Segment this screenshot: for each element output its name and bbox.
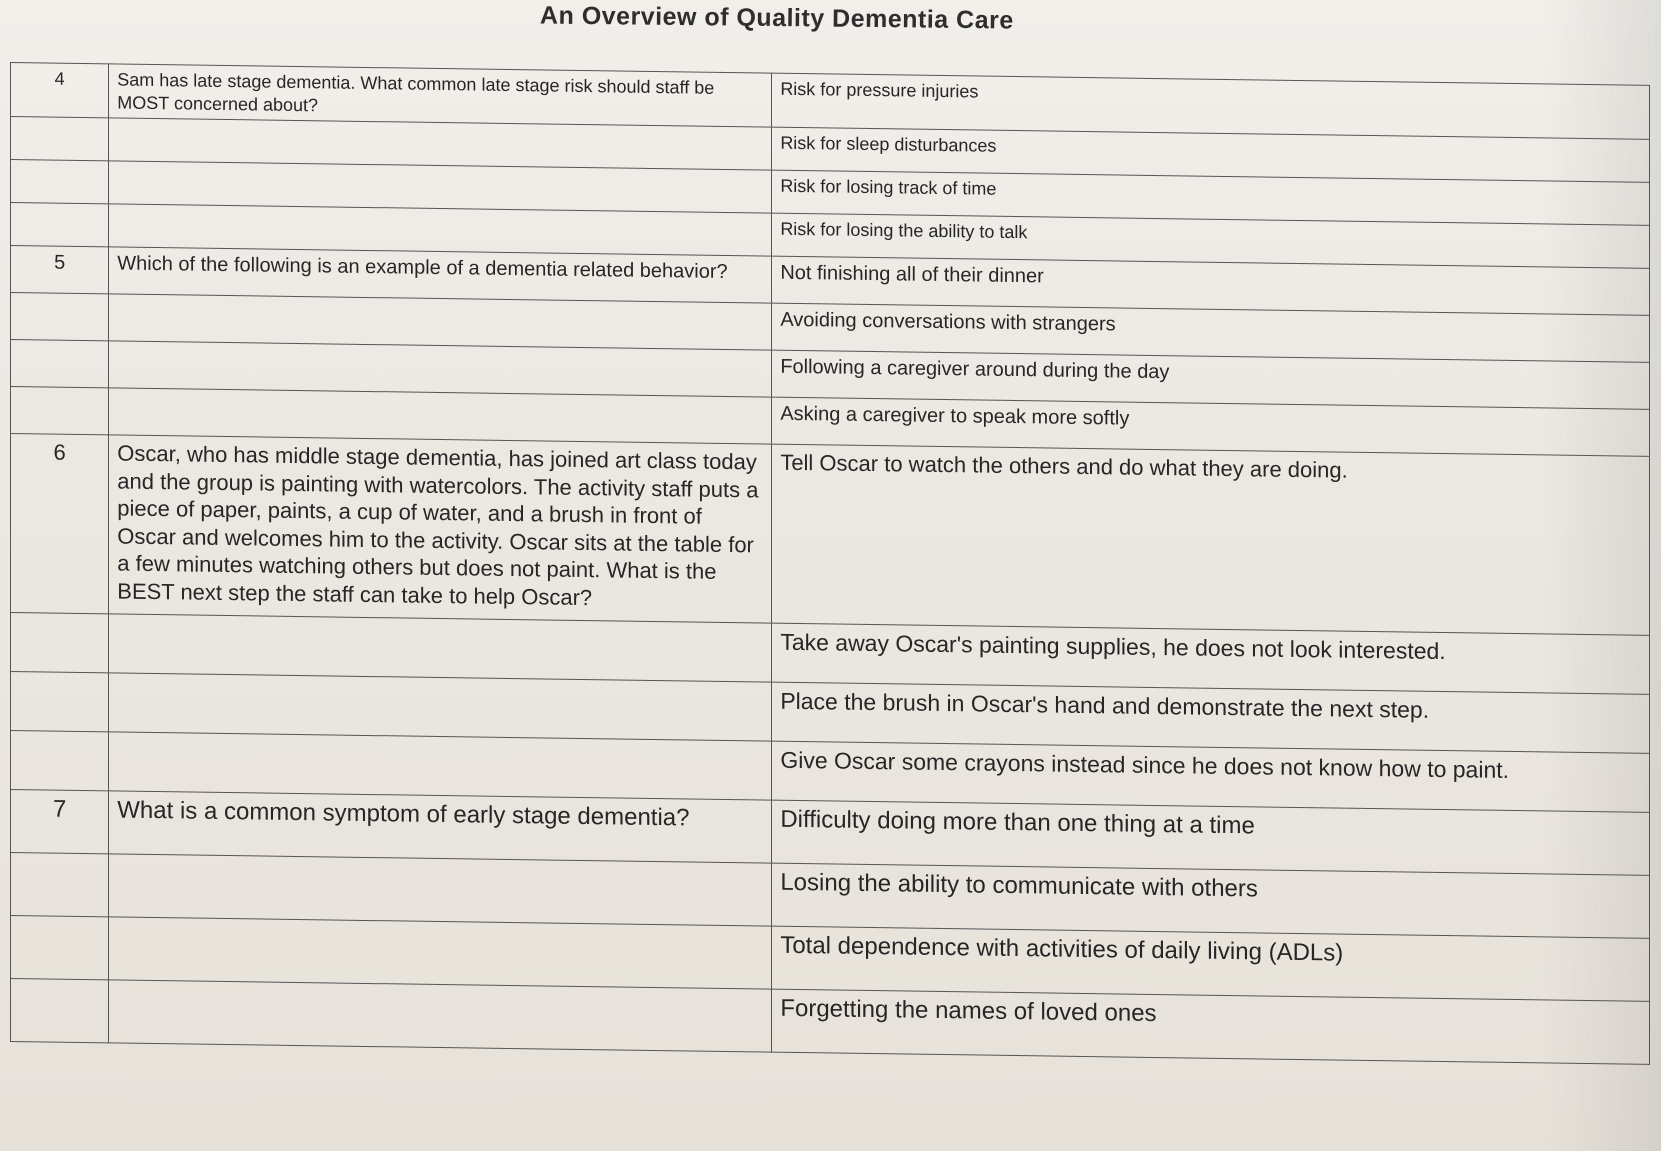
answer-option: Tell Oscar to watch the others and do what they are doing. <box>772 444 1650 635</box>
answer-option: Losing the ability to communicate with others <box>772 863 1650 938</box>
question-text: Which of the following is an example of a dementia related behavior? <box>109 247 772 303</box>
question-text <box>109 917 772 989</box>
answer-option: Risk for losing the ability to talk <box>772 213 1650 268</box>
question-text <box>109 673 772 741</box>
question-number <box>11 117 109 161</box>
question-number <box>11 979 109 1043</box>
answer-option: Give Oscar some crayons instead since he does not know how to paint. <box>772 741 1650 812</box>
question-text <box>109 980 772 1052</box>
page-title: An Overview of Quality Dementia Care <box>539 1 1014 35</box>
answer-option: Difficulty doing more than one thing at a time <box>772 800 1650 875</box>
answer-option: Not finishing all of their dinner <box>772 256 1650 315</box>
table-row <box>11 434 1650 636</box>
answer-option: Avoiding conversations with strangers <box>772 303 1650 362</box>
question-number <box>11 916 109 980</box>
question-number: 6 <box>11 434 109 614</box>
question-number <box>11 340 109 388</box>
question-text <box>109 732 772 800</box>
question-number <box>11 293 109 341</box>
question-number <box>11 203 109 247</box>
question-number <box>11 853 109 917</box>
answer-option: Take away Oscar's painting supplies, he does not look interested. <box>772 623 1650 694</box>
answer-option: Asking a caregiver to speak more softly <box>772 397 1650 456</box>
question-number: 4 <box>11 63 109 118</box>
answer-option: Place the brush in Oscar's hand and demonstrate the next step. <box>772 682 1650 753</box>
question-text <box>109 854 772 926</box>
answer-option: Risk for losing track of time <box>772 170 1650 225</box>
answer-option: Forgetting the names of loved ones <box>772 989 1650 1064</box>
question-text: Oscar, who has middle stage dementia, has joined art class today and the group is painting with watercolors. The activity staff puts a piece of paper, paints, a cup of water, and a brush in front of Oscar and welcomes him to the activity. Oscar sits at the table for a few minutes watching others but does not paint. What is the BEST next step the staff can take to help Oscar? <box>109 435 772 623</box>
answer-option: Following a caregiver around during the day <box>772 350 1650 409</box>
question-number <box>11 387 109 435</box>
question-number: 7 <box>11 790 109 854</box>
question-text: Sam has late stage dementia. What common late stage risk should staff be MOST concerned about? <box>109 64 772 127</box>
question-text: What is a common symptom of early stage dementia? <box>109 791 772 863</box>
question-text <box>109 614 772 682</box>
question-number <box>11 160 109 204</box>
answer-option: Risk for sleep disturbances <box>772 127 1650 182</box>
answer-option: Total dependence with activities of daily living (ADLs) <box>772 926 1650 1001</box>
question-number <box>11 613 109 673</box>
answer-option: Risk for pressure injuries <box>772 73 1650 139</box>
question-table <box>10 62 1650 1065</box>
question-number: 5 <box>11 246 109 294</box>
question-number <box>11 731 109 791</box>
question-number <box>11 672 109 732</box>
